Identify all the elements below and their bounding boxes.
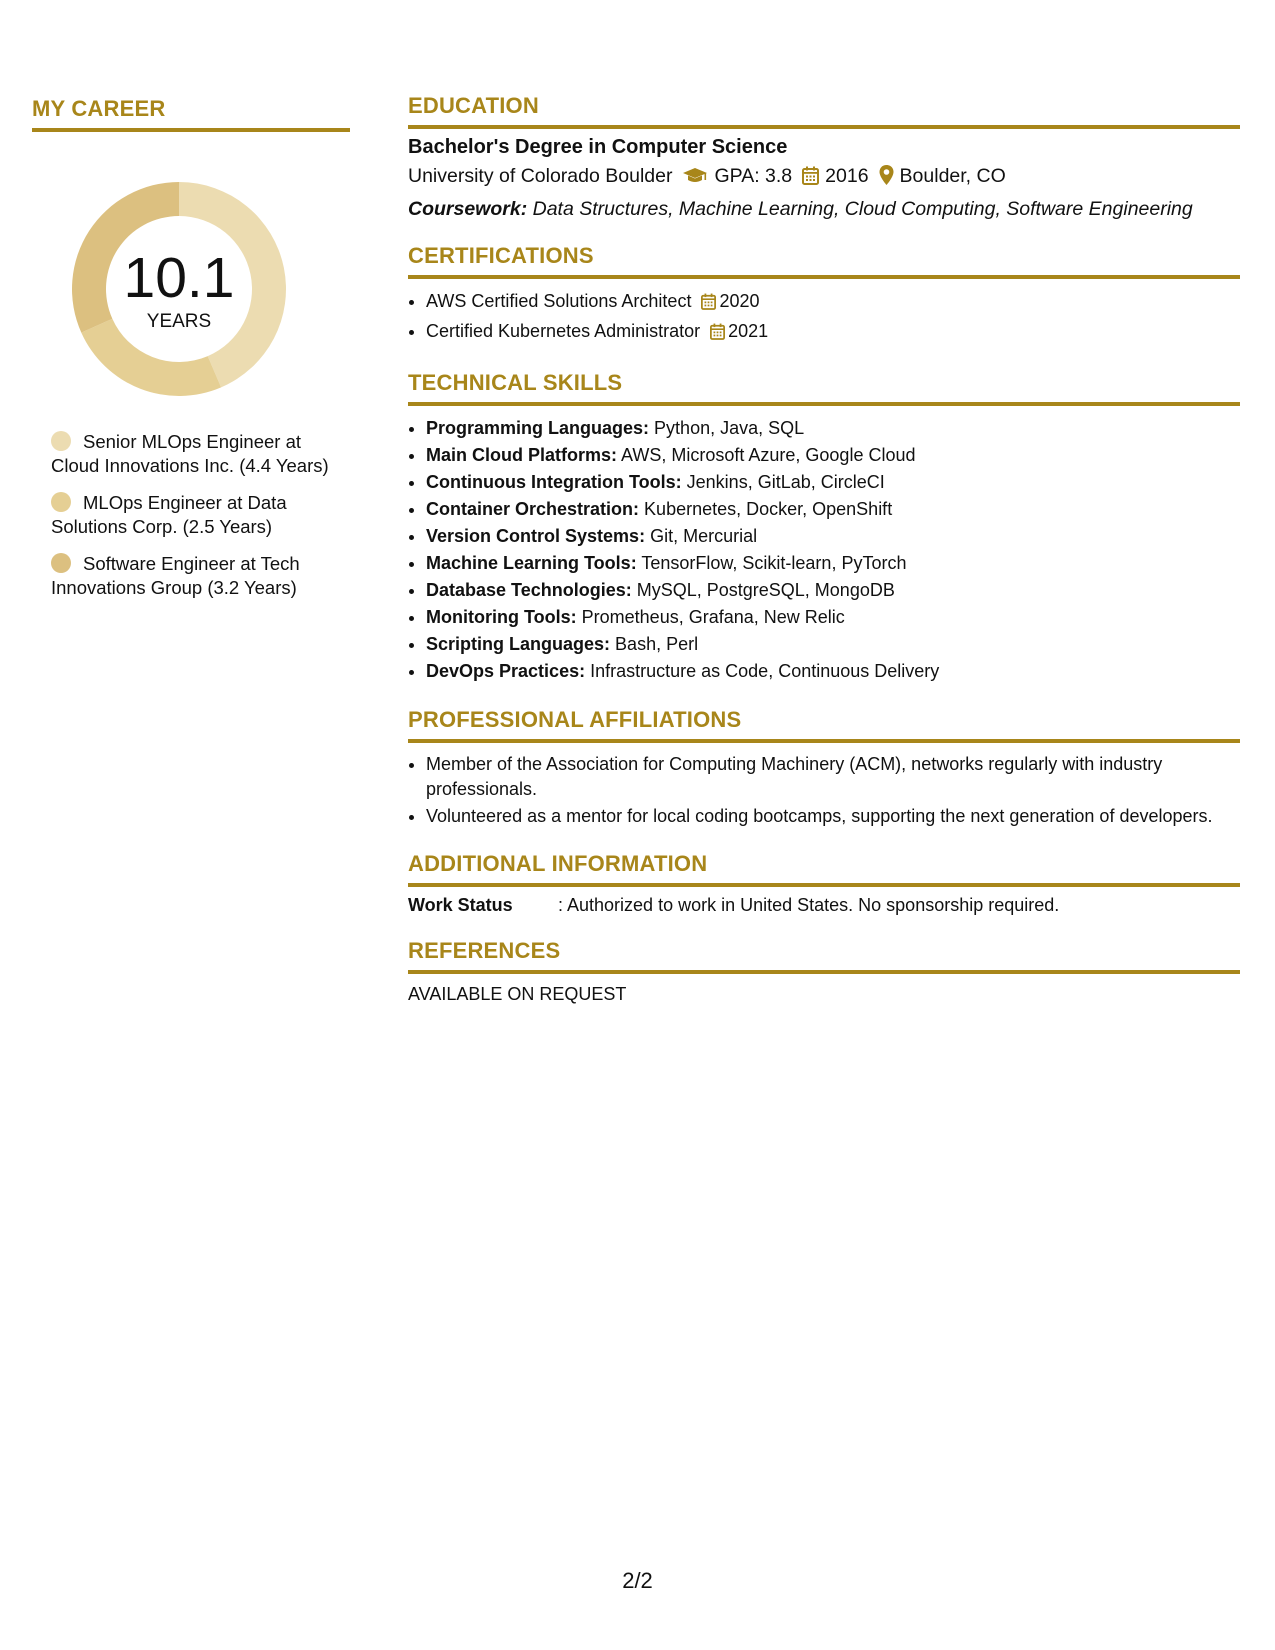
skill-label: Monitoring Tools: [426, 607, 577, 627]
skill-value: Infrastructure as Code, Continuous Delivery [590, 661, 940, 681]
legend-label: Software Engineer at Tech Innovations Group (3.2 Years) [51, 553, 300, 598]
additional-info-section [408, 851, 1240, 916]
career-donut-chart [66, 176, 292, 402]
legend-item [51, 552, 350, 600]
additional-info-divider [408, 883, 1240, 887]
skill-item [426, 658, 1240, 685]
skill-value: MySQL, PostgreSQL, MongoDB [636, 580, 895, 600]
main-column [408, 93, 1240, 1005]
career-divider [32, 128, 350, 132]
skill-value: Prometheus, Grafana, New Relic [581, 607, 845, 627]
career-title: MY CAREER [32, 96, 166, 121]
additional-info-title: ADDITIONAL INFORMATION [408, 850, 708, 876]
career-legend [32, 430, 350, 600]
skill-item [426, 415, 1240, 442]
skill-item [426, 631, 1240, 658]
references-section [408, 938, 1240, 1005]
skill-item [426, 469, 1240, 496]
references-title: REFERENCES [408, 937, 561, 963]
map-pin-icon [879, 165, 894, 191]
skill-label: Machine Learning Tools: [426, 553, 637, 573]
legend-dot [51, 553, 71, 573]
references-divider [408, 970, 1240, 974]
skill-label: Container Orchestration: [426, 499, 640, 519]
legend-dot [51, 492, 71, 512]
certifications-section [408, 243, 1240, 348]
skill-value: Python, Java, SQL [654, 418, 805, 438]
skill-value: TensorFlow, Scikit-learn, PyTorch [641, 553, 907, 573]
skill-item [426, 523, 1240, 550]
work-status-label: Work Status [408, 894, 513, 915]
affiliation-item: • Volunteered as a mentor for local coding bootcamps, supporting the next generation of developers. [426, 804, 1240, 829]
skill-item [426, 577, 1240, 604]
coursework-list: Data Structures, Machine Learning, Cloud Computing, Software Engineering [532, 198, 1193, 220]
total-years: 10.1 [123, 246, 235, 310]
school-name: University of Colorado Boulder [408, 165, 673, 187]
legend-label: MLOps Engineer at Data Solutions Corp. (2.5 Years) [51, 492, 287, 537]
certification-item [426, 288, 1240, 318]
skill-value: Bash, Perl [615, 634, 699, 654]
affiliations-title: PROFESSIONAL AFFILIATIONS [408, 707, 742, 732]
legend-item [51, 430, 350, 478]
skill-label: DevOps Practices: [426, 661, 586, 681]
certification-name: AWS Certified Solutions Architect [426, 291, 692, 311]
certifications-list [408, 288, 1240, 348]
calendar-icon [710, 321, 725, 348]
affiliations-section [408, 707, 1240, 829]
calendar-icon [802, 166, 819, 191]
legend-item [51, 491, 350, 539]
skill-value: Kubernetes, Docker, OpenShift [644, 499, 893, 519]
education-divider [408, 125, 1240, 129]
skill-item [426, 496, 1240, 523]
skills-section [408, 370, 1240, 685]
skill-value: Git, Mercurial [650, 526, 758, 546]
coursework-label: Coursework: [408, 198, 528, 220]
legend-dot [51, 431, 71, 451]
certification-name: Certified Kubernetes Administrator [426, 321, 701, 341]
affiliation-item: • Member of the Association for Computing Machinery (ACM), networks regularly with industry professionals. [426, 752, 1240, 801]
work-status-value: : Authorized to work in United States. No sponsorship required. [558, 894, 1060, 915]
page-number: 2/2 [622, 1568, 653, 1593]
certification-year: 2020 [719, 291, 760, 311]
skill-label: Main Cloud Platforms: [426, 445, 618, 465]
skill-label: Version Control Systems: [426, 526, 646, 546]
affiliations-divider [408, 739, 1240, 743]
years-label: YEARS [146, 311, 212, 332]
references-text: AVAILABLE ON REQUEST [408, 983, 627, 1004]
certifications-divider [408, 275, 1240, 279]
skills-list [408, 415, 1240, 685]
school-location: Boulder, CO [899, 165, 1006, 187]
career-column [32, 96, 350, 613]
skill-item [426, 604, 1240, 631]
affiliations-list [408, 752, 1240, 829]
skills-title: TECHNICAL SKILLS [408, 370, 623, 395]
certification-item [426, 318, 1240, 348]
graduation-cap-icon [682, 167, 708, 191]
skill-item [426, 442, 1240, 469]
legend-label: Senior MLOps Engineer at Cloud Innovations Inc. (4.4 Years) [51, 431, 329, 476]
gpa: GPA: 3.8 [714, 165, 793, 187]
education-details [408, 165, 1240, 191]
coursework [408, 198, 1240, 221]
skill-label: Database Technologies: [426, 580, 632, 600]
calendar-icon [701, 291, 716, 318]
skill-item [426, 550, 1240, 577]
certifications-title: CERTIFICATIONS [408, 243, 594, 268]
skill-value: AWS, Microsoft Azure, Google Cloud [621, 445, 916, 465]
certification-year: 2021 [728, 321, 769, 341]
skill-label: Continuous Integration Tools: [426, 472, 682, 492]
education-title: EDUCATION [408, 93, 539, 118]
work-status-row [408, 895, 1240, 916]
skills-divider [408, 402, 1240, 406]
skill-label: Programming Languages: [426, 418, 650, 438]
graduation-year: 2016 [825, 165, 869, 187]
degree-name: Bachelor's Degree in Computer Science [408, 136, 788, 158]
skill-value: Jenkins, GitLab, CircleCI [686, 472, 885, 492]
skill-label: Scripting Languages: [426, 634, 611, 654]
education-section [408, 93, 1240, 221]
